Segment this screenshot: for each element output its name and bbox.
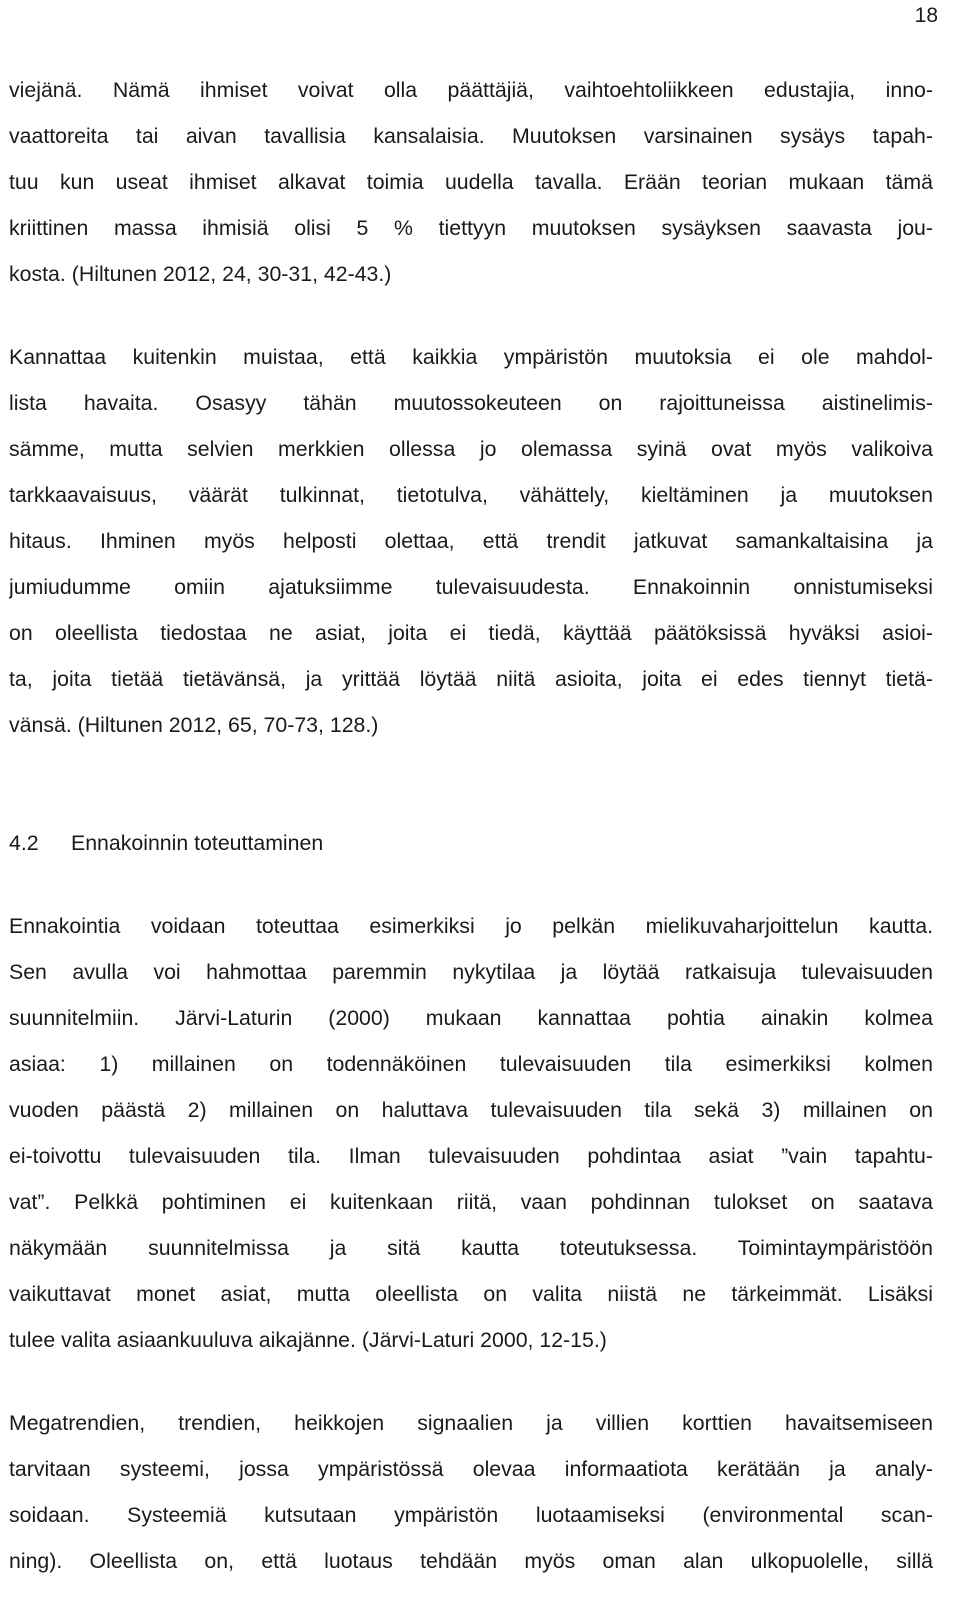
section-heading (9, 830, 933, 856)
text-line: suunnitelmiin. Järvi-Laturin (2000) mukaan kannattaa pohtia ainakin kolmea (9, 1006, 933, 1030)
page-number: 18 (914, 4, 938, 27)
text-line: viejänä. Nämä ihmiset voivat olla päättäjiä, vaihtoehtoliikkeen edustajia, inno- (9, 78, 933, 102)
text-line: ei-toivottu tulevaisuuden tila. Ilman tulevaisuuden pohdintaa asiat ”vain tapahtu- (9, 1144, 933, 1168)
text-line: kosta. (Hiltunen 2012, 24, 30-31, 42-43.) (9, 262, 392, 286)
text-line: vänsä. (Hiltunen 2012, 65, 70-73, 128.) (9, 713, 379, 737)
text-line: ta, joita tietää tietävänsä, ja yrittää löytää niitä asioita, joita ei edes tiennyt tietä- (9, 667, 933, 691)
text-line: Sen avulla voi hahmottaa paremmin nykytilaa ja löytää ratkaisuja tulevaisuuden (9, 960, 933, 984)
text-line: tuu kun useat ihmiset alkavat toimia uudella tavalla. Erään teorian mukaan tämä (9, 170, 933, 194)
text-line: näkymään suunnitelmissa ja sitä kautta toteutuksessa. Toimintaympäristöön (9, 1236, 933, 1260)
text-line: Megatrendien, trendien, heikkojen signaalien ja villien korttien havaitsemiseen (9, 1411, 933, 1435)
text-line: vaikuttavat monet asiat, mutta oleellista on valita niistä ne tärkeimmät. Lisäksi (9, 1282, 933, 1306)
text-line: sämme, mutta selvien merkkien ollessa jo olemassa syinä ovat myös valikoiva (9, 437, 933, 461)
text-line: lista havaita. Osasyy tähän muutossokeuteen on rajoittuneissa aistinelimis- (9, 391, 933, 415)
text-line: tulee valita asiaankuuluva aikajänne. (Järvi-Laturi 2000, 12-15.) (9, 1328, 607, 1352)
text-line: Kannattaa kuitenkin muistaa, että kaikkia ympäristön muutoksia ei ole mahdol- (9, 345, 933, 369)
text-line: tarkkaavaisuus, väärät tulkinnat, tietotulva, vähättely, kieltäminen ja muutoksen (9, 483, 933, 507)
text-line: hitaus. Ihminen myös helposti olettaa, että trendit jatkuvat samankaltaisina ja (9, 529, 933, 553)
text-line: jumiudumme omiin ajatuksiimme tulevaisuudesta. Ennakoinnin onnistumiseksi (9, 575, 933, 599)
text-line: ning). Oleellista on, että luotaus tehdään myös oman alan ulkopuolelle, sillä (9, 1549, 933, 1573)
text-line: tarvitaan systeemi, jossa ympäristössä olevaa informaatiota kerätään ja analy- (9, 1457, 933, 1481)
text-line: vaattoreita tai aivan tavallisia kansalaisia. Muutoksen varsinainen sysäys tapah- (9, 124, 933, 148)
text-line: Ennakointia voidaan toteuttaa esimerkiksi jo pelkän mielikuvaharjoittelun kautta. (9, 914, 933, 938)
text-line: vuoden päästä 2) millainen on haluttava tulevaisuuden tila sekä 3) millainen on (9, 1098, 933, 1122)
text-line: asiaa: 1) millainen on todennäköinen tulevaisuuden tila esimerkiksi kolmen (9, 1052, 933, 1076)
text-line: vat”. Pelkkä pohtiminen ei kuitenkaan riitä, vaan pohdinnan tulokset on saatava (9, 1190, 933, 1214)
text-line: soidaan. Systeemiä kutsutaan ympäristön luotaamiseksi (environmental scan- (9, 1503, 933, 1527)
section-number: 4.2 (9, 831, 39, 855)
text-line: on oleellista tiedostaa ne asiat, joita ei tiedä, käyttää päätöksissä hyväksi asioi- (9, 621, 933, 645)
section-title: Ennakoinnin toteuttaminen (71, 831, 324, 855)
text-line: kriittinen massa ihmisiä olisi 5 % tiettyyn muutoksen sysäyksen saavasta jou- (9, 216, 933, 240)
